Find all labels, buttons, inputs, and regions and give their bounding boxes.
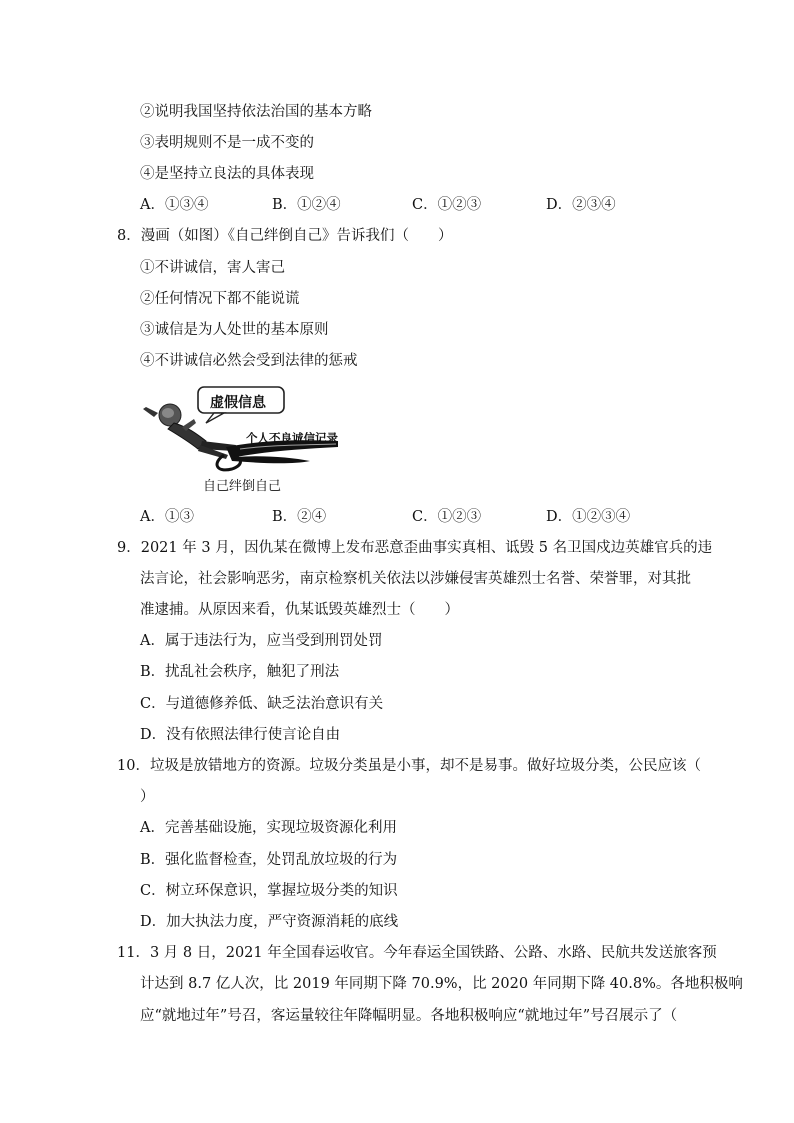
q8-option-b: B．②④: [272, 509, 327, 525]
q8-stem: 8．漫画（如图）《自己绊倒自己》告诉我们（ ）: [117, 228, 453, 244]
q7-item-3: ③表明规则不是一成不变的: [140, 135, 314, 151]
q7-option-a: A．①③④: [140, 197, 209, 213]
q8-option-d: D．①②③④: [546, 509, 631, 525]
q8-item-2: ②任何情况下都不能说谎: [140, 291, 300, 307]
cartoon-record-label: 个人不良诚信记录: [246, 431, 338, 445]
q9-option-a: A．属于违法行为，应当受到刑罚处罚: [140, 633, 383, 649]
q10-option-a: A．完善基础设施，实现垃圾资源化利用: [140, 820, 397, 836]
q8-item-1: ①不讲诚信，害人害己: [140, 260, 285, 276]
cartoon-caption: 自己绊倒自己: [203, 479, 282, 494]
q9-option-c: C．与道德修养低、缺乏法治意识有关: [140, 696, 384, 712]
q9-stem-line-3: 准逮捕。从原因来看，仇某诋毁英雄烈士（ ）: [140, 602, 459, 618]
q10-option-b: B．强化监督检查，处罚乱放垃圾的行为: [140, 852, 398, 868]
q8-item-4: ④不讲诚信必然会受到法律的惩戒: [140, 353, 358, 369]
q10-stem-line-2: ）: [140, 789, 155, 805]
q9-stem-line-1: 9．2021 年 3 月，因仇某在微博上发布恶意歪曲事实真相、诋毁 5 名卫国戍边英雄官兵的违: [117, 540, 713, 556]
q10-stem-line-1: 10．垃圾是放错地方的资源。垃圾分类虽是小事，却不是易事。做好垃圾分类，公民应该（: [117, 758, 701, 774]
q11-stem-line-2: 计达到 8.7 亿人次，比 2019 年同期下降 70.9%，比 2020 年同期下降 40.8%。各地积极响: [140, 976, 743, 992]
q8-option-c: C．①②③: [412, 509, 482, 525]
q7-option-d: D．②③④: [546, 197, 616, 213]
q7-option-c: C．①②③: [412, 197, 482, 213]
q10-option-c: C．树立环保意识，掌握垃圾分类的知识: [140, 883, 398, 899]
q11-stem-line-1: 11．3 月 8 日，2021 年全国春运收官。今年春运全国铁路、公路、水路、民航共发送旅客预: [117, 945, 717, 961]
q7-item-4: ④是坚持立良法的具体表现: [140, 166, 314, 182]
q7-option-b: B．①②④: [272, 197, 341, 213]
q9-option-b: B．扰乱社会秩序，触犯了刑法: [140, 664, 340, 680]
cartoon-bubble-text: 虚假信息: [210, 395, 266, 411]
q10-option-d: D．加大执法力度，严守资源消耗的底线: [140, 914, 399, 930]
q11-stem-line-3: 应“就地过年”号召，客运量较往年降幅明显。各地积极响应“就地过年”号召展示了（: [140, 1008, 678, 1024]
q8-option-a: A．①③: [140, 509, 194, 525]
q9-option-d: D．没有依照法律行使言论自由: [140, 727, 341, 743]
q7-item-2: ②说明我国坚持依法治国的基本方略: [140, 104, 372, 120]
q9-stem-line-2: 法言论，社会影响恶劣，南京检察机关依法以涉嫌侵害英雄烈士名誉、荣誉罪，对其批: [140, 571, 691, 587]
q8-item-3: ③诚信是为人处世的基本原则: [140, 322, 329, 338]
